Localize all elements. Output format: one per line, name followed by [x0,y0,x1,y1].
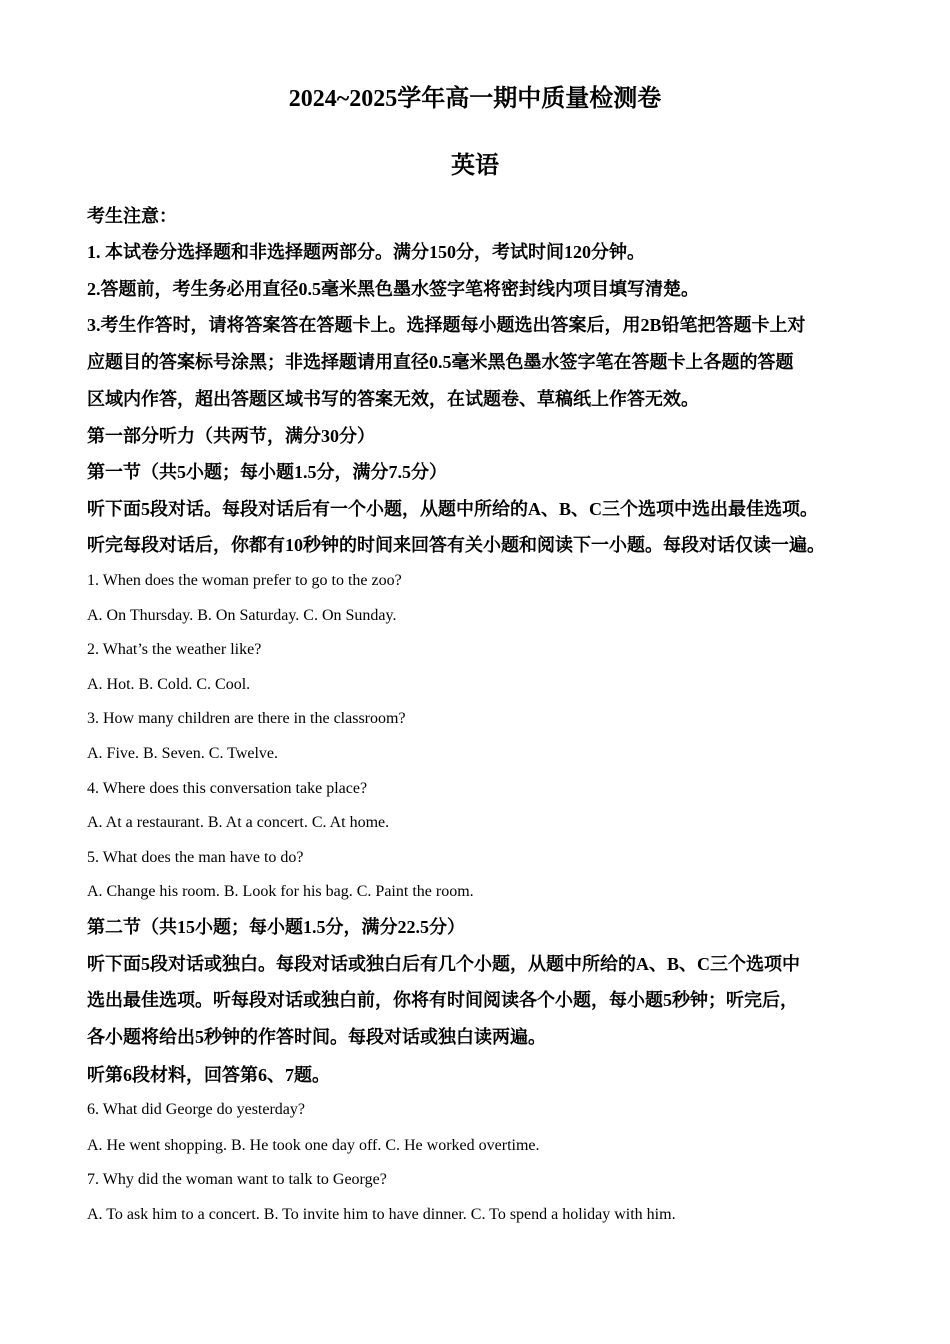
question-options: A. Five. B. Seven. C. Twelve. [87,745,279,762]
notice-line: 应题目的答案标号涂黑；非选择题请用直径0.5毫米黑色墨水签字笔在答题卡上各题的答题 [87,352,794,372]
question-text: 3. How many children are there in the classroom? [87,710,406,727]
section-heading: 第二节（共15小题；每小题1.5分，满分22.5分） [87,917,465,937]
notice-line: 2.答题前，考生务必用直径0.5毫米黑色墨水签字笔将密封线内项目填写清楚。 [87,279,699,299]
section-instruction: 听下面5段对话。每段对话后有一个小题，从题中所给的A、B、C三个选项中选出最佳选项。 [87,499,818,519]
section-instruction: 各小题将给出5秒钟的作答时间。每段对话或独白读两遍。 [87,1027,546,1047]
material-heading: 听第6段材料，回答第6、7题。 [87,1065,330,1085]
subject-title: 英语 [451,153,499,179]
notice-line: 1. 本试卷分选择题和非选择题两部分。满分150分，考试时间120分钟。 [87,242,645,262]
question-options: A. Change his room. B. Look for his bag. C. Paint the room. [87,883,474,900]
section-heading: 第一节（共5小题；每小题1.5分，满分7.5分） [87,462,447,482]
question-text: 1. When does the woman prefer to go to the zoo? [87,572,402,589]
question-options: A. At a restaurant. B. At a concert. C. At home. [87,814,390,831]
notice-heading: 考生注意： [87,206,177,226]
section-instruction: 听完每段对话后，你都有10秒钟的时间来回答有关小题和阅读下一小题。每段对话仅读一遍。 [87,535,825,555]
question-text: 6. What did George do yesterday? [87,1101,306,1118]
notice-line: 3.考生作答时，请将答案答在答题卡上。选择题每小题选出答案后，用2B铅笔把答题卡上对 [87,315,806,335]
part-heading: 第一部分听力（共两节，满分30分） [87,426,375,446]
question-text: 4. Where does this conversation take place? [87,780,368,797]
question-options: A. To ask him to a concert. B. To invite him to have dinner. C. To spend a holiday with him. [87,1206,676,1223]
notice-line: 区域内作答，超出答题区域书写的答案无效，在试题卷、草稿纸上作答无效。 [87,389,699,409]
question-options: A. Hot. B. Cold. C. Cool. [87,676,251,693]
question-text: 5. What does the man have to do? [87,849,304,866]
question-options: A. On Thursday. B. On Saturday. C. On Sunday. [87,607,397,624]
section-instruction: 听下面5段对话或独白。每段对话或独白后有几个小题，从题中所给的A、B、C三个选项中 [87,954,800,974]
question-options: A. He went shopping. B. He took one day off. C. He worked overtime. [87,1137,540,1154]
question-text: 2. What’s the weather like? [87,641,262,658]
exam-title: 2024~2025学年高一期中质量检测卷 [288,86,662,112]
question-text: 7. Why did the woman want to talk to George? [87,1171,387,1188]
section-instruction: 选出最佳选项。听每段对话或独白前，你将有时间阅读各个小题，每小题5秒钟；听完后， [87,990,798,1010]
